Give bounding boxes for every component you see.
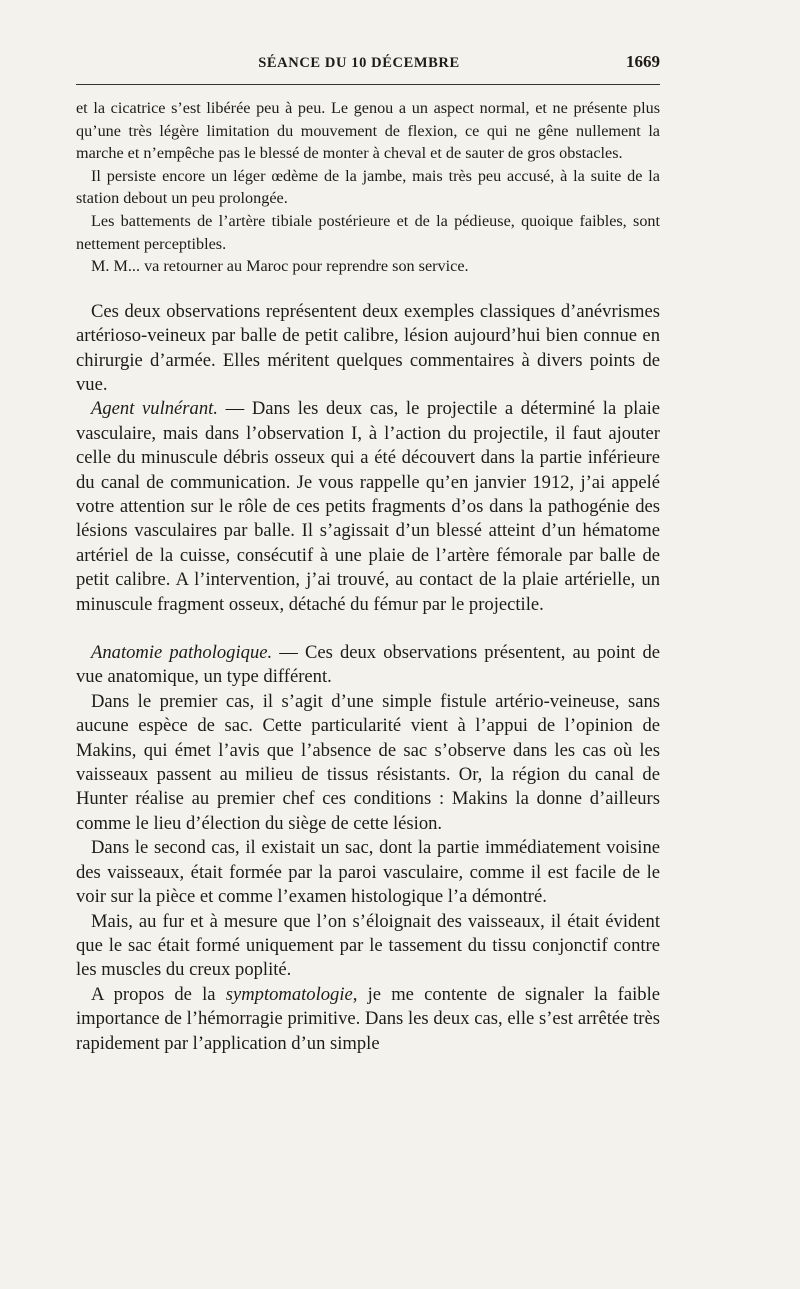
agent-heading: Agent vulnérant. — [91, 398, 218, 420]
anatomy-paragraph — [76, 641, 660, 690]
case-paragraph-edema: Il persiste encore un léger œdème de la jambe, mais très peu accusé, à la suite de la station debout un peu prolongée. — [76, 166, 660, 208]
symptom-post: , je me contente de signaler la faible importance de l’hémorragie primitive. Dans les deux cas, elle s’est arrêtée très rapidement par l’application d’un simple — [76, 983, 660, 1054]
symptom-pre: A propos de la — [91, 983, 226, 1005]
running-head — [76, 52, 660, 82]
document-page — [76, 52, 660, 1056]
case-paragraph-pulses: Les battements de l’artère tibiale postérieure et de la pédieuse, quoique faibles, sont nettement perceptibles. — [76, 211, 660, 253]
case-summary — [76, 97, 660, 278]
discussion-intro: Ces deux observations représentent deux exemples classiques d’anévrismes artérioso-veineux par balle de petit calibre, lésion aujourd’hui bien connue en chirurgie d’armée. Elles méritent quelques commentaires à divers points de vue. — [76, 300, 660, 395]
further-paragraph: Mais, au fur et à mesure que l’on s’éloignait des vaisseaux, il était évident que le sac était formé uniquement par le tassement du tissu conjonctif contre les muscles du creux poplité. — [76, 910, 660, 981]
agent-text: — Dans les deux cas, le projectile a déterminé la plaie vasculaire, mais dans l’observation I, à l’action du projectile, il faut ajouter celle du minuscule débris osseux qui a été découvert dans la partie inférieure du canal de communication. Je vous rappelle qu’en janvier 1912, j’ai appelé votre attention sur le rôle de ces petits fragments d’os dans la pathogénie des lésions vasculaires par balle. Il s’agissait d’un blessé atteint d’un hématome artériel de la cuisse, consécutif à une plaie de l’artère fémorale par balle de petit calibre. A l’intervention, j’ai trouvé, au contact de la plaie artérielle, un minuscule fragment osseux, détaché du fémur par le projectile. — [76, 398, 660, 615]
case-paragraph-return: M. M... va retourner au Maroc pour reprendre son service. — [91, 257, 469, 276]
running-title: SÉANCE DU 10 DÉCEMBRE — [258, 55, 460, 71]
symptom-term: symptomatologie — [225, 983, 353, 1005]
case-paragraph-knee: et la cicatrice s’est libérée peu à peu. Le genou a un aspect normal, et ne présente plus qu’une très légère limitation du mouvement de flexion, ce qui ne gêne nullement la marche et n’empêche pas le blessé de monter à cheval et de sauter de gros obstacles. — [76, 99, 660, 163]
anatomy-text: — Ces deux observations présentent, au point de vue anatomique, un type différent. — [76, 642, 661, 688]
first-case-paragraph: Dans le premier cas, il s’agit d’une simple fistule artério-veineuse, sans aucune espèce de sac. Cette particularité vient à l’appui de l’opinion de Makins, qui émet l’avis que l’absence de sac s’observe dans les cas où les vaisseaux passent au milieu de tissus résistants. Or, la région du canal de Hunter réalise au premier chef ces conditions : Makins la donne d’ailleurs comme le lieu d’élection du siège de cette lésion. — [76, 690, 660, 834]
page-number: 1669 — [626, 52, 660, 71]
agent-paragraph — [76, 397, 660, 617]
anatomy-heading: Anatomie pathologique. — [91, 642, 273, 664]
symptom-paragraph — [76, 983, 660, 1056]
header-rule — [76, 84, 660, 85]
second-case-paragraph: Dans le second cas, il existait un sac, dont la partie immédiatement voisine des vaisseaux, était formée par la paroi vasculaire, comme il est facile de le voir sur la pièce et comme l’examen histologique l’a démontré. — [76, 837, 660, 908]
discussion — [76, 300, 660, 1056]
